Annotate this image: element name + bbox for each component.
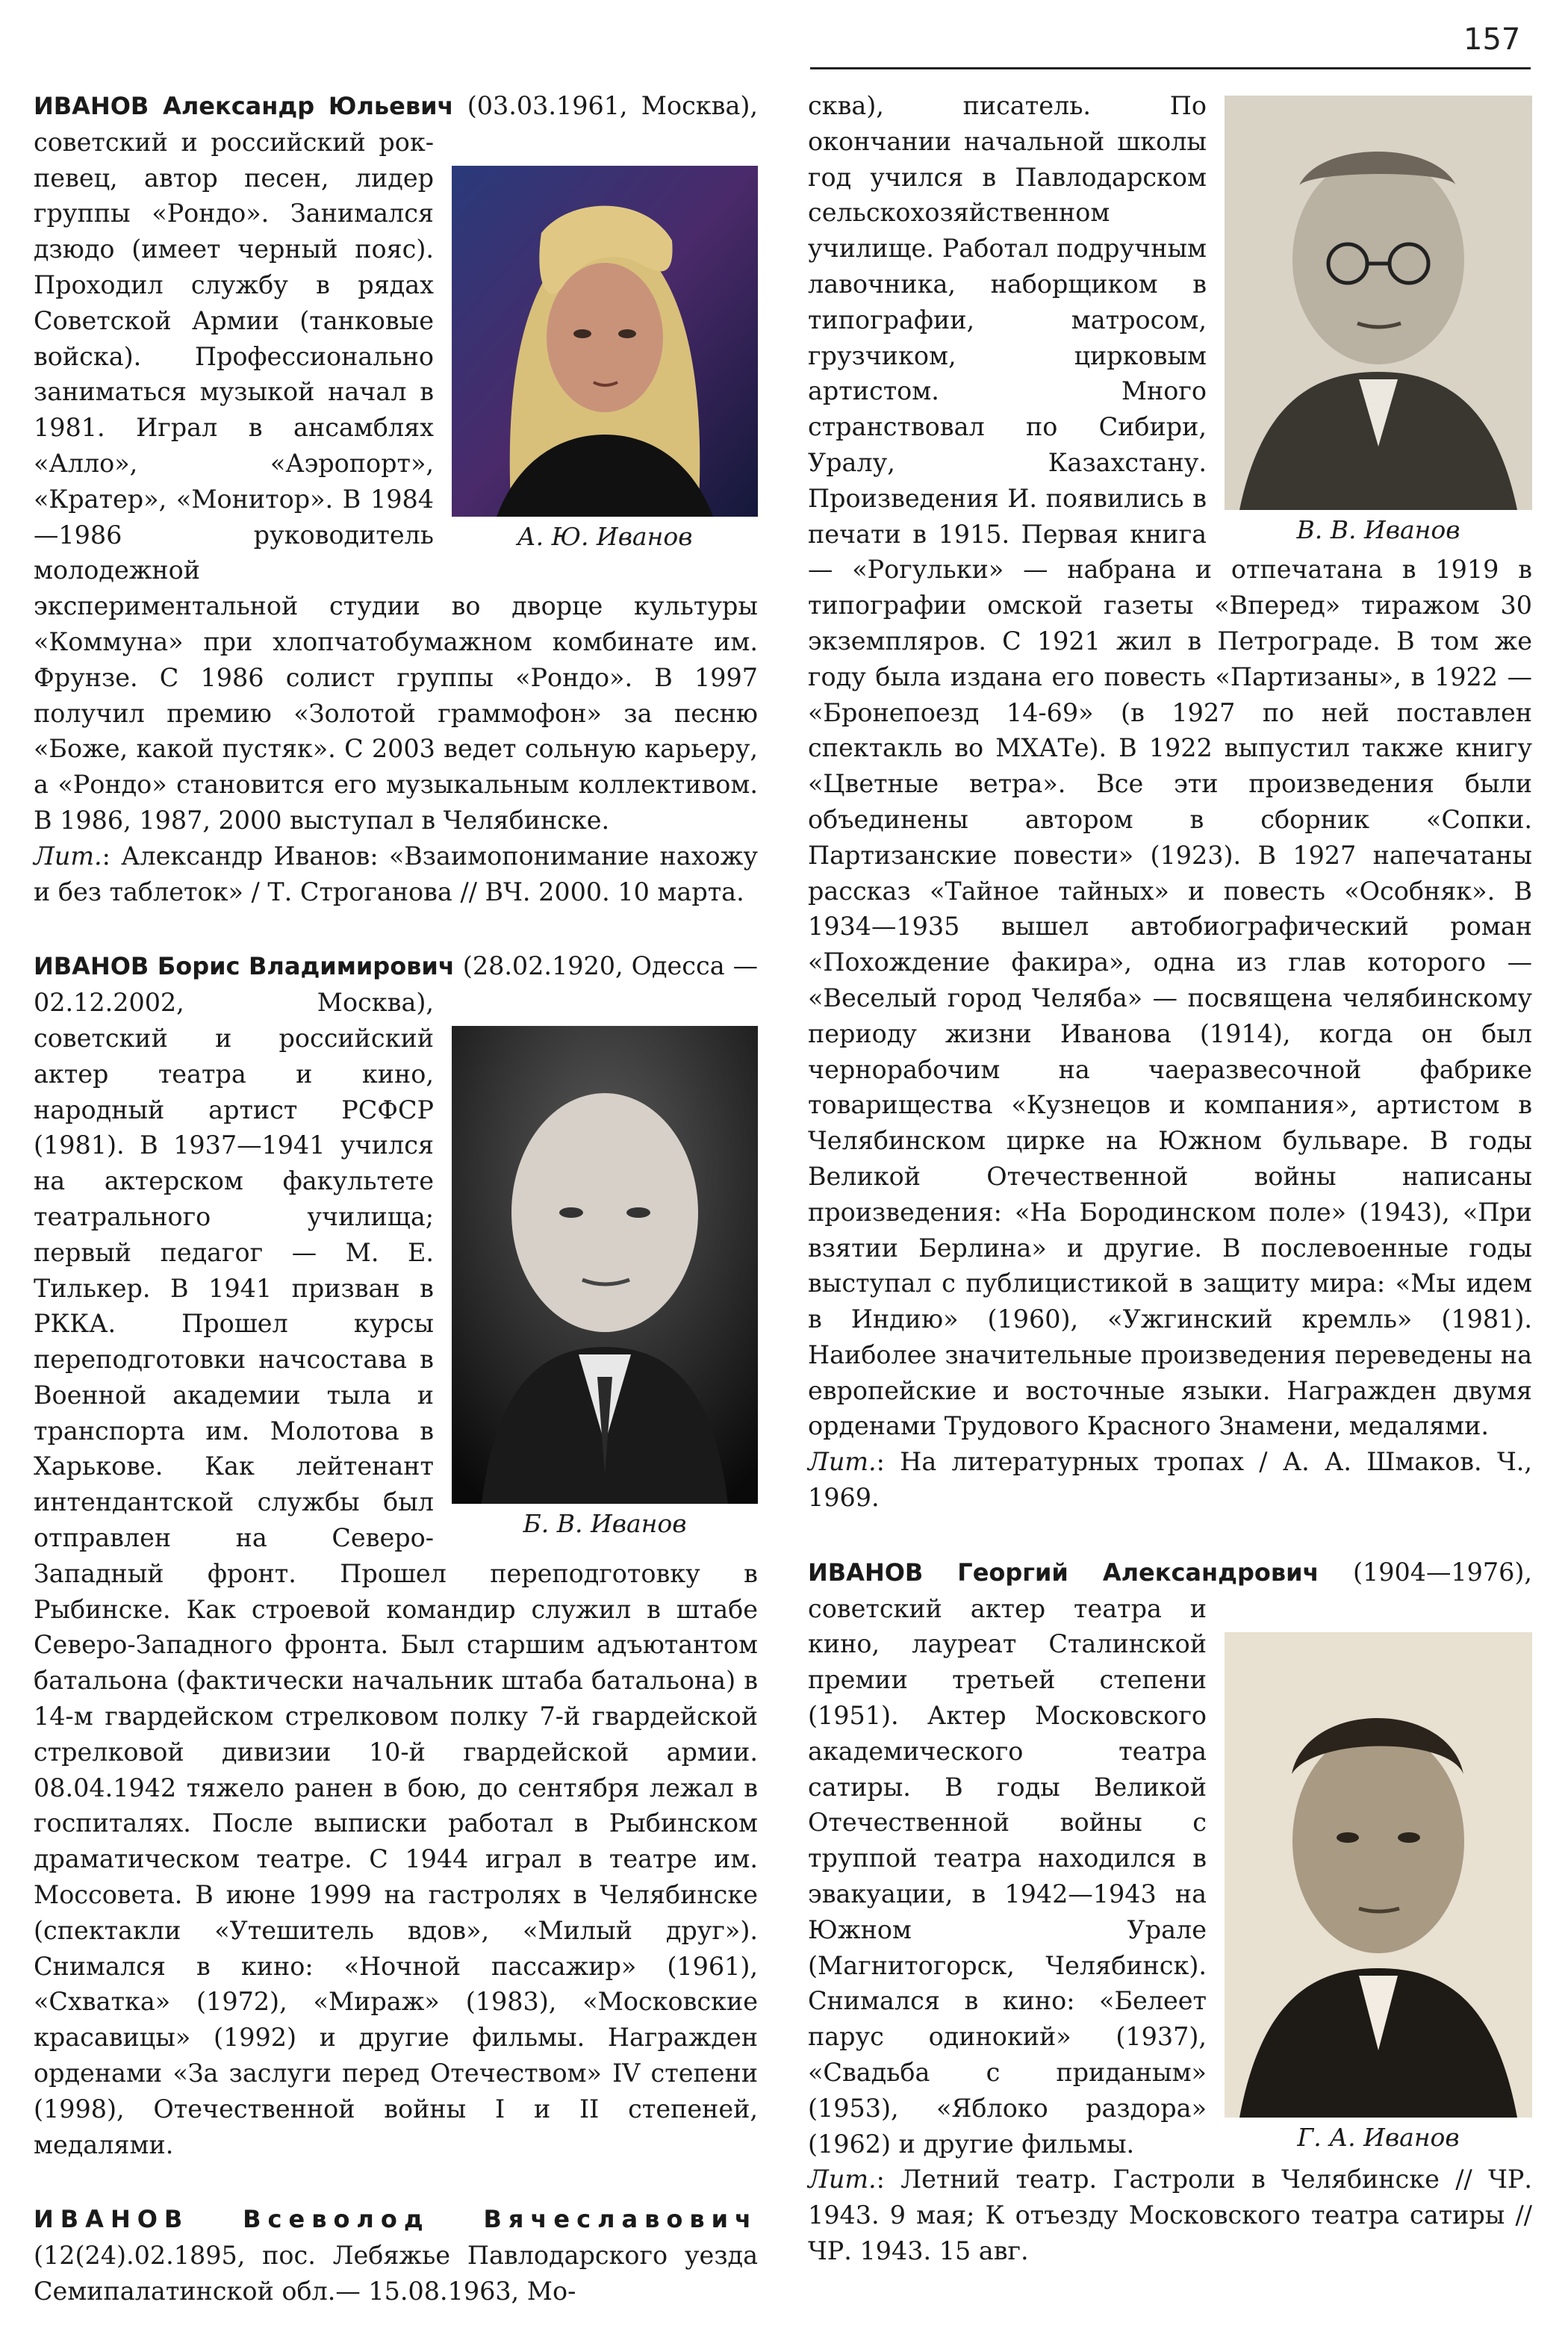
entry-body: (03.03.1961, Москва), советский и российский рок-певец, автор песен, лидер группы «Рондо». Занимался дзюдо (имеет черный пояс). Проходил службу в рядах Советской Армии (танковые войска). Профессионально заниматься музыкой начал в 1981. Играл в ансамблях «Алло», «Аэропорт», «Кратер», «Монитор». В 1984—1986 руководитель молодежной экспериментальной студии во дворце культуры «Коммуна» при хлопчатобумажном комбинате им. Фрунзе. С 1986 солист группы «Рондо». В 1997 получил премию «Золотой граммофон» за песню «Боже, какой пустяк». С 2003 ведет сольную карьеру, а «Рондо» становится его музыкальным коллективом. В 1986, 1987, 2000 выступал в Челябинске. bbox=[34, 91, 759, 835]
lit-label: Лит. bbox=[34, 841, 102, 871]
entry-body: (1904—1976), советский актер театра и кино, лауреат Сталинской премии третьей степени (1951). Актер Московского академического театра сатиры. В годы Великой Отечественной войны с труппой театра находился в эвакуации, в 1942—1943 на Южном Урале (Магнитогорск, Челябинск). Снимался в кино: «Белеет парус одинокий» (1937), «Свадьба с приданым» (1953), «Яблоко раздора» (1962) и другие фильмы. bbox=[808, 1557, 1532, 2159]
photo-caption: Г. А. Иванов bbox=[1297, 2122, 1460, 2152]
photo-ivanov-aleksandr bbox=[452, 166, 758, 553]
portrait-actor bbox=[452, 1026, 758, 1504]
entry-ivanov-boris bbox=[34, 948, 758, 2162]
entry-ivanov-vsevolod bbox=[34, 2201, 758, 2309]
portrait-actor-georgy bbox=[1225, 1632, 1532, 2118]
lit-text: : На литературных тропах / А. А. Шмаков. Ч., 1969. bbox=[808, 1447, 1532, 1513]
photo-caption: Б. В. Иванов bbox=[523, 1509, 687, 1539]
right-column bbox=[808, 88, 1532, 2308]
photo-ivanov-boris bbox=[452, 1026, 758, 1540]
literature-reference bbox=[34, 839, 758, 910]
lit-text: : Александр Иванов: «Взаимопонимание нахожу и без таблеток» / Т. Строганова // ВЧ. 2000. 10 марта. bbox=[34, 841, 758, 906]
left-column bbox=[34, 88, 758, 2348]
headword: ИВАНОВ Борис Владимирович bbox=[34, 952, 455, 981]
photo-caption: А. Ю. Иванов bbox=[517, 522, 693, 551]
entry-ivanov-georgy bbox=[808, 1555, 1532, 2269]
photo-caption: В. В. Иванов bbox=[1296, 515, 1460, 544]
lit-label: Лит. bbox=[808, 1447, 877, 1477]
lit-label: Лит. bbox=[808, 2165, 877, 2194]
entry-body: сква), писатель. По окончании начальной школы год учился в Павлодарском сельскохозяйственном училище. Работал подручным лавочника, наборщиком в типографии, матросом, грузчиком, цирковым артистом. Много странствовал по Сибири, Уралу, Казахстану. Произведения И. появились в печати в 1915. Первая книга — «Рогульки» — набрана и отпечатана в 1919 в типографии омской газеты «Вперед» тиражом 30 экземпляров. С 1921 жил в Петрограде. В том же году была издана его повесть «Партизаны», в 1922 — «Бронепоезд 14-69» (в 1927 по ней поставлен спектакль во МХАТе). В 1922 выпустил также книгу «Цветные ветра». Все эти произведения были объединены автором в сборник «Сопки. Партизанские повести» (1923). В 1927 напечатаны рассказ «Тайное тайных» и повесть «Особняк». В 1934—1935 вышел автобиографический роман «Похождение факира», одна из глав которого — «Веселый город Челяба» — посвящена челябинскому периоду жизни Иванова (1914), когда он был чернорабочим на чаеразвесочной фабрике товарищества «Кузнецов и компания», артистом в Челябинском цирке на Южном бульваре. В годы Великой Отечественной войны написаны произведения: «На Бородинском поле» (1943), «При взятии Берлина» и другие. В послевоенные годы выступал с публицистикой в защиту мира: «Мы идем в Индию» (1960), «Ужгинский кремль» (1981). Наиболее значительные произведения переведены на европейские и восточные языки. Награжден двумя орденами Трудового Красного Знамени, медалями. bbox=[808, 91, 1532, 1441]
literature-reference bbox=[808, 1444, 1532, 1516]
portrait-writer bbox=[1225, 96, 1532, 510]
headword: ИВАНОВ Георгий Александрович bbox=[808, 1558, 1319, 1587]
portrait-rock-singer bbox=[452, 166, 758, 517]
header-rule bbox=[810, 67, 1531, 69]
lit-text: : Летний театр. Гастроли в Челябинске // ЧР. 1943. 9 мая; К отъезду Московского театра сатиры // ЧР. 1943. 15 авг. bbox=[808, 2165, 1532, 2266]
headword: ИВАНОВ Александр Юльевич bbox=[34, 92, 454, 120]
entry-body: (12(24).02.1895, пос. Лебяжье Павлодарского уезда Семипалатинской обл.— 15.08.1963, Мо- bbox=[34, 2241, 758, 2306]
entry-text bbox=[34, 2201, 758, 2309]
entry-ivanov-aleksandr bbox=[34, 88, 758, 909]
entry-ivanov-vsevolod-continued bbox=[808, 88, 1532, 1516]
literature-reference bbox=[808, 2162, 1532, 2268]
photo-ivanov-georgy bbox=[1225, 1632, 1532, 2153]
photo-ivanov-vsevolod bbox=[1225, 96, 1532, 546]
page-number: 157 bbox=[1463, 22, 1521, 57]
entry-body: (28.02.1920, Одесса — 02.12.2002, Москва), советский и российский актер театра и кино, народный артист РСФСР (1981). В 1937—1941 учился на актерском факультете театрального училища; первый педагог — М. Е. Тилькер. В 1941 призван в РККА. Прошел курсы переподготовки начсостава в Военной академии тыла и транспорта им. Молотова в Харькове. Как лейтенант интендантской службы был отправлен на Северо-Западный фронт. Прошел переподготовку в Рыбинске. Как строевой командир служил в штабе Северо-Западного фронта. Был старшим адъютантом батальона (фактически начальник штаба батальона) в 14-м гвардейском стрелковом полку 7-й гвардейской стрелковой дивизии 10-й гвардейской армии. 08.04.1942 тяжело ранен в бою, до сентября лежал в госпиталях. После выписки работал в Рыбинском драматическом театре. С 1944 играл в театре им. Моссовета. В июне 1999 на гастролях в Челябинске (спектакли «Утешитель вдов», «Милый друг»). Снимался в кино: «Ночной пассажир» (1961), «Схватка» (1972), «Мираж» (1983), «Московские красавицы» (1992) и другие фильмы. Награжден орденами «За заслуги перед Отечеством» IV степени (1998), Отечественной войны I и II степеней, медалями. bbox=[34, 951, 758, 2159]
headword: ИВАНОВ Всеволод Вячеславович bbox=[34, 2205, 758, 2234]
